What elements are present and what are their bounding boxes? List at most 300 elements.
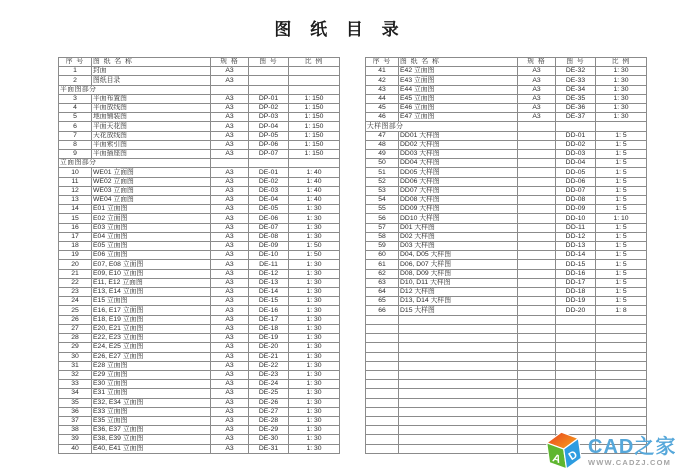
table-row bbox=[59, 361, 340, 370]
serial-cell bbox=[366, 343, 399, 352]
spec-cell: A3 bbox=[211, 306, 249, 315]
name-cell: 地面铺装图 bbox=[92, 113, 211, 122]
spec-cell: A3 bbox=[211, 122, 249, 131]
scale-cell: 1: 150 bbox=[289, 113, 340, 122]
spec-cell: A3 bbox=[211, 435, 249, 444]
scale-cell: 1: 30 bbox=[289, 352, 340, 361]
table-row bbox=[59, 223, 340, 232]
number-cell bbox=[556, 352, 596, 361]
spec-cell bbox=[518, 251, 556, 260]
table-row bbox=[366, 122, 647, 131]
column-header: 图 号 bbox=[556, 58, 596, 67]
number-cell bbox=[556, 361, 596, 370]
scale-cell: 1: 150 bbox=[289, 131, 340, 140]
scale-cell: 1: 30 bbox=[289, 232, 340, 241]
table-row bbox=[59, 389, 340, 398]
serial-cell: 40 bbox=[59, 444, 92, 453]
spec-cell bbox=[518, 389, 556, 398]
spec-cell: A3 bbox=[211, 76, 249, 85]
number-cell: DE-27 bbox=[249, 407, 289, 416]
serial-cell: 65 bbox=[366, 297, 399, 306]
serial-cell: 16 bbox=[59, 223, 92, 232]
serial-cell: 35 bbox=[59, 398, 92, 407]
number-cell: DE-32 bbox=[556, 67, 596, 76]
scale-cell: 1: 5 bbox=[596, 269, 647, 278]
name-cell bbox=[399, 426, 518, 435]
scale-cell: 1: 5 bbox=[596, 297, 647, 306]
spec-cell bbox=[518, 232, 556, 241]
scale-cell: 1: 30 bbox=[596, 76, 647, 85]
serial-cell: 46 bbox=[366, 113, 399, 122]
number-cell: DD-02 bbox=[556, 140, 596, 149]
name-cell: 平面放线图 bbox=[92, 104, 211, 113]
scale-cell: 1: 5 bbox=[596, 159, 647, 168]
number-cell: DE-21 bbox=[249, 352, 289, 361]
number-cell: DE-25 bbox=[249, 389, 289, 398]
serial-cell: 61 bbox=[366, 260, 399, 269]
spec-cell: A3 bbox=[211, 104, 249, 113]
name-cell: E20, E21 立面图 bbox=[92, 324, 211, 333]
number-cell: DE-15 bbox=[249, 297, 289, 306]
spec-cell bbox=[518, 150, 556, 159]
scale-cell: 1: 30 bbox=[596, 104, 647, 113]
scale-cell: 1: 30 bbox=[596, 113, 647, 122]
table-row bbox=[59, 122, 340, 131]
name-cell: DD01 大样图 bbox=[399, 131, 518, 140]
name-cell: E26, E27 立面图 bbox=[92, 352, 211, 361]
serial-cell: 11 bbox=[59, 177, 92, 186]
number-cell: DE-16 bbox=[249, 306, 289, 315]
spec-cell bbox=[518, 297, 556, 306]
serial-cell: 28 bbox=[59, 334, 92, 343]
column-header: 图 纸 名 称 bbox=[92, 58, 211, 67]
scale-cell: 1: 40 bbox=[289, 196, 340, 205]
scale-cell: 1: 5 bbox=[596, 150, 647, 159]
serial-cell: 41 bbox=[366, 67, 399, 76]
serial-cell: 56 bbox=[366, 214, 399, 223]
table-row bbox=[59, 177, 340, 186]
name-cell: E35 立面图 bbox=[92, 416, 211, 425]
name-cell bbox=[399, 398, 518, 407]
number-cell bbox=[249, 76, 289, 85]
number-cell bbox=[556, 380, 596, 389]
number-cell bbox=[556, 315, 596, 324]
column-header: 图 号 bbox=[249, 58, 289, 67]
serial-cell: 22 bbox=[59, 278, 92, 287]
cadzj-watermark-logo[interactable] bbox=[543, 429, 680, 474]
table-row bbox=[366, 85, 647, 94]
name-cell: DD07 大样图 bbox=[399, 186, 518, 195]
scale-cell: 1: 30 bbox=[596, 94, 647, 103]
scale-cell: 1: 5 bbox=[596, 196, 647, 205]
serial-cell: 60 bbox=[366, 251, 399, 260]
table-row bbox=[366, 361, 647, 370]
scale-cell bbox=[596, 389, 647, 398]
number-cell: DE-18 bbox=[249, 324, 289, 333]
number-cell bbox=[249, 67, 289, 76]
name-cell: E01 立面图 bbox=[92, 205, 211, 214]
spec-cell: A3 bbox=[211, 380, 249, 389]
spec-cell: A3 bbox=[211, 168, 249, 177]
spec-cell bbox=[518, 306, 556, 315]
spec-cell: A3 bbox=[211, 131, 249, 140]
table-row bbox=[366, 389, 647, 398]
number-cell: DP-07 bbox=[249, 150, 289, 159]
name-cell: E24, E25 立面图 bbox=[92, 343, 211, 352]
empty-cell bbox=[596, 122, 647, 131]
empty-cell bbox=[211, 159, 249, 168]
number-cell: DD-09 bbox=[556, 205, 596, 214]
name-cell: E42 立面图 bbox=[399, 67, 518, 76]
name-cell: D08, D09 大样图 bbox=[399, 269, 518, 278]
spec-cell: A3 bbox=[518, 67, 556, 76]
name-cell bbox=[399, 444, 518, 453]
name-cell: E06 立面图 bbox=[92, 251, 211, 260]
table-row bbox=[366, 113, 647, 122]
table-row bbox=[59, 242, 340, 251]
spec-cell: A3 bbox=[211, 389, 249, 398]
spec-cell: A3 bbox=[211, 407, 249, 416]
table-row bbox=[366, 297, 647, 306]
spec-cell: A3 bbox=[518, 76, 556, 85]
column-header: 规 格 bbox=[518, 58, 556, 67]
table-row bbox=[366, 278, 647, 287]
name-cell: DD05 大样图 bbox=[399, 168, 518, 177]
scale-cell: 1: 5 bbox=[596, 205, 647, 214]
spec-cell: A3 bbox=[211, 444, 249, 453]
name-cell bbox=[399, 361, 518, 370]
serial-cell: 62 bbox=[366, 269, 399, 278]
number-cell: DD-07 bbox=[556, 186, 596, 195]
number-cell: DE-02 bbox=[249, 177, 289, 186]
table-row bbox=[366, 398, 647, 407]
name-cell: E28 立面图 bbox=[92, 361, 211, 370]
scale-cell: 1: 5 bbox=[596, 278, 647, 287]
name-cell: E46 立面图 bbox=[399, 104, 518, 113]
scale-cell: 1: 30 bbox=[289, 398, 340, 407]
table-row bbox=[59, 104, 340, 113]
name-cell: 平面天花图 bbox=[92, 122, 211, 131]
table-row bbox=[59, 94, 340, 103]
spec-cell bbox=[518, 223, 556, 232]
spec-cell: A3 bbox=[211, 242, 249, 251]
name-cell: 图纸目录 bbox=[92, 76, 211, 85]
table-row bbox=[59, 150, 340, 159]
table-row bbox=[366, 140, 647, 149]
scale-cell: 1: 30 bbox=[289, 426, 340, 435]
name-cell: E32, E34 立面图 bbox=[92, 398, 211, 407]
serial-cell bbox=[366, 334, 399, 343]
table-row bbox=[59, 334, 340, 343]
scale-cell bbox=[596, 380, 647, 389]
name-cell: DD02 大样图 bbox=[399, 140, 518, 149]
number-cell: DE-04 bbox=[249, 196, 289, 205]
number-cell: DE-09 bbox=[249, 242, 289, 251]
serial-cell: 38 bbox=[59, 426, 92, 435]
serial-cell: 23 bbox=[59, 288, 92, 297]
number-cell bbox=[556, 389, 596, 398]
spec-cell: A3 bbox=[518, 85, 556, 94]
table-row bbox=[59, 67, 340, 76]
serial-cell bbox=[366, 426, 399, 435]
drawing-index-table-left bbox=[58, 57, 340, 454]
table-row bbox=[366, 196, 647, 205]
serial-cell bbox=[366, 398, 399, 407]
table-row bbox=[59, 398, 340, 407]
name-cell: E45 立面图 bbox=[399, 94, 518, 103]
serial-cell: 66 bbox=[366, 306, 399, 315]
cube-letter-d: D bbox=[566, 448, 580, 463]
spec-cell: A3 bbox=[211, 232, 249, 241]
serial-cell: 10 bbox=[59, 168, 92, 177]
table-row bbox=[366, 168, 647, 177]
serial-cell: 27 bbox=[59, 324, 92, 333]
scale-cell: 1: 5 bbox=[596, 232, 647, 241]
name-cell bbox=[399, 324, 518, 333]
spec-cell: A3 bbox=[211, 94, 249, 103]
table-row bbox=[59, 113, 340, 122]
spec-cell bbox=[518, 380, 556, 389]
scale-cell: 1: 30 bbox=[289, 416, 340, 425]
column-header: 比 例 bbox=[596, 58, 647, 67]
spec-cell bbox=[518, 334, 556, 343]
serial-cell: 53 bbox=[366, 186, 399, 195]
name-cell bbox=[399, 435, 518, 444]
name-cell: WE01 立面图 bbox=[92, 168, 211, 177]
spec-cell bbox=[518, 407, 556, 416]
scale-cell: 1: 30 bbox=[289, 343, 340, 352]
empty-cell bbox=[289, 85, 340, 94]
name-cell: E15 立面图 bbox=[92, 297, 211, 306]
serial-cell: 48 bbox=[366, 140, 399, 149]
table-row bbox=[366, 186, 647, 195]
table-row bbox=[59, 186, 340, 195]
number-cell: DP-03 bbox=[249, 113, 289, 122]
serial-cell bbox=[366, 315, 399, 324]
serial-cell bbox=[366, 435, 399, 444]
spec-cell: A3 bbox=[211, 352, 249, 361]
table-row bbox=[59, 380, 340, 389]
scale-cell: 1: 150 bbox=[289, 140, 340, 149]
number-cell: DD-16 bbox=[556, 269, 596, 278]
spec-cell bbox=[518, 168, 556, 177]
table-row bbox=[59, 214, 340, 223]
serial-cell bbox=[366, 361, 399, 370]
number-cell: DE-26 bbox=[249, 398, 289, 407]
name-cell bbox=[399, 334, 518, 343]
spec-cell bbox=[518, 242, 556, 251]
spec-cell bbox=[518, 186, 556, 195]
name-cell: DD10 大样图 bbox=[399, 214, 518, 223]
scale-cell bbox=[596, 416, 647, 425]
name-cell: E07, E08 立面图 bbox=[92, 260, 211, 269]
serial-cell: 37 bbox=[59, 416, 92, 425]
serial-cell: 19 bbox=[59, 251, 92, 260]
number-cell bbox=[556, 343, 596, 352]
serial-cell: 42 bbox=[366, 76, 399, 85]
table-row bbox=[366, 380, 647, 389]
table-row bbox=[366, 94, 647, 103]
spec-cell: A3 bbox=[211, 370, 249, 379]
table-row bbox=[366, 76, 647, 85]
number-cell: DD-12 bbox=[556, 232, 596, 241]
scale-cell: 1: 30 bbox=[289, 435, 340, 444]
scale-cell: 1: 30 bbox=[289, 260, 340, 269]
spec-cell bbox=[518, 260, 556, 269]
table-row bbox=[366, 223, 647, 232]
number-cell: DE-06 bbox=[249, 214, 289, 223]
spec-cell: A3 bbox=[211, 416, 249, 425]
table-row bbox=[366, 260, 647, 269]
serial-cell bbox=[366, 444, 399, 453]
name-cell bbox=[399, 389, 518, 398]
scale-cell: 1: 5 bbox=[596, 288, 647, 297]
name-cell bbox=[399, 380, 518, 389]
scale-cell: 1: 5 bbox=[596, 131, 647, 140]
empty-cell bbox=[249, 85, 289, 94]
scale-cell: 1: 30 bbox=[289, 370, 340, 379]
empty-cell bbox=[289, 159, 340, 168]
serial-cell: 15 bbox=[59, 214, 92, 223]
serial-cell: 34 bbox=[59, 389, 92, 398]
table-row bbox=[59, 131, 340, 140]
scale-cell bbox=[596, 334, 647, 343]
spec-cell: A3 bbox=[518, 94, 556, 103]
spec-cell: A3 bbox=[211, 205, 249, 214]
serial-cell: 52 bbox=[366, 177, 399, 186]
spec-cell bbox=[518, 416, 556, 425]
table-row bbox=[59, 205, 340, 214]
column-header: 规 格 bbox=[211, 58, 249, 67]
number-cell: DE-19 bbox=[249, 334, 289, 343]
serial-cell bbox=[366, 370, 399, 379]
number-cell: DP-02 bbox=[249, 104, 289, 113]
scale-cell: 1: 40 bbox=[289, 177, 340, 186]
section-label: 大样图部分 bbox=[366, 122, 518, 131]
number-cell: DP-05 bbox=[249, 131, 289, 140]
serial-cell: 14 bbox=[59, 205, 92, 214]
scale-cell bbox=[596, 352, 647, 361]
serial-cell: 2 bbox=[59, 76, 92, 85]
name-cell: E31 立面图 bbox=[92, 389, 211, 398]
spec-cell bbox=[518, 361, 556, 370]
name-cell: WE03 立面图 bbox=[92, 186, 211, 195]
serial-cell: 6 bbox=[59, 122, 92, 131]
spec-cell: A3 bbox=[211, 288, 249, 297]
serial-cell: 30 bbox=[59, 352, 92, 361]
scale-cell bbox=[596, 370, 647, 379]
spec-cell bbox=[518, 269, 556, 278]
empty-cell bbox=[211, 85, 249, 94]
scale-cell: 1: 40 bbox=[289, 168, 340, 177]
spec-cell: A3 bbox=[211, 113, 249, 122]
spec-cell: A3 bbox=[211, 334, 249, 343]
spec-cell bbox=[518, 131, 556, 140]
table-row bbox=[59, 159, 340, 168]
number-cell: DD-01 bbox=[556, 131, 596, 140]
number-cell bbox=[556, 334, 596, 343]
scale-cell: 1: 5 bbox=[596, 140, 647, 149]
name-cell bbox=[399, 315, 518, 324]
table-row bbox=[59, 444, 340, 453]
serial-cell bbox=[366, 416, 399, 425]
number-cell bbox=[556, 407, 596, 416]
column-header: 序 号 bbox=[59, 58, 92, 67]
scale-cell: 1: 30 bbox=[289, 324, 340, 333]
table-row bbox=[59, 269, 340, 278]
serial-cell: 4 bbox=[59, 104, 92, 113]
serial-cell: 59 bbox=[366, 242, 399, 251]
number-cell: DD-19 bbox=[556, 297, 596, 306]
number-cell: DD-14 bbox=[556, 251, 596, 260]
number-cell: DE-08 bbox=[249, 232, 289, 241]
name-cell: DD06 大样图 bbox=[399, 177, 518, 186]
scale-cell: 1: 5 bbox=[596, 242, 647, 251]
table-row bbox=[59, 140, 340, 149]
empty-cell bbox=[249, 159, 289, 168]
scale-cell: 1: 30 bbox=[289, 306, 340, 315]
table-row bbox=[366, 324, 647, 333]
name-cell: DD03 大样图 bbox=[399, 150, 518, 159]
table-row bbox=[366, 205, 647, 214]
scale-cell: 1: 30 bbox=[289, 288, 340, 297]
name-cell: E36, E37 立面图 bbox=[92, 426, 211, 435]
scale-cell: 1: 150 bbox=[289, 122, 340, 131]
number-cell bbox=[556, 416, 596, 425]
serial-cell: 3 bbox=[59, 94, 92, 103]
spec-cell bbox=[518, 177, 556, 186]
name-cell bbox=[399, 370, 518, 379]
number-cell: DD-04 bbox=[556, 159, 596, 168]
name-cell: E29 立面图 bbox=[92, 370, 211, 379]
table-row bbox=[366, 232, 647, 241]
name-cell: DD09 大样图 bbox=[399, 205, 518, 214]
scale-cell: 1: 30 bbox=[289, 315, 340, 324]
table-row bbox=[59, 416, 340, 425]
serial-cell: 12 bbox=[59, 186, 92, 195]
number-cell: DE-22 bbox=[249, 361, 289, 370]
spec-cell: A3 bbox=[211, 186, 249, 195]
serial-cell: 47 bbox=[366, 131, 399, 140]
table-row bbox=[59, 196, 340, 205]
spec-cell bbox=[518, 214, 556, 223]
name-cell: E43 立面图 bbox=[399, 76, 518, 85]
table-row bbox=[366, 177, 647, 186]
spec-cell: A3 bbox=[211, 361, 249, 370]
name-cell: E16, E17 立面图 bbox=[92, 306, 211, 315]
name-cell: 封面 bbox=[92, 67, 211, 76]
spec-cell bbox=[518, 315, 556, 324]
serial-cell: 51 bbox=[366, 168, 399, 177]
serial-cell: 36 bbox=[59, 407, 92, 416]
table-row bbox=[59, 315, 340, 324]
spec-cell bbox=[518, 159, 556, 168]
table-row bbox=[366, 159, 647, 168]
serial-cell: 31 bbox=[59, 361, 92, 370]
number-cell: DE-28 bbox=[249, 416, 289, 425]
number-cell bbox=[556, 370, 596, 379]
logo-text-block bbox=[588, 436, 676, 467]
table-row bbox=[59, 297, 340, 306]
name-cell: E47 立面图 bbox=[399, 113, 518, 122]
scale-cell bbox=[596, 315, 647, 324]
number-cell: DE-23 bbox=[249, 370, 289, 379]
scale-cell: 1: 30 bbox=[289, 214, 340, 223]
spec-cell: A3 bbox=[211, 223, 249, 232]
scale-cell: 1: 8 bbox=[596, 306, 647, 315]
name-cell: E38, E39 立面图 bbox=[92, 435, 211, 444]
name-cell: 平面布置图 bbox=[92, 94, 211, 103]
